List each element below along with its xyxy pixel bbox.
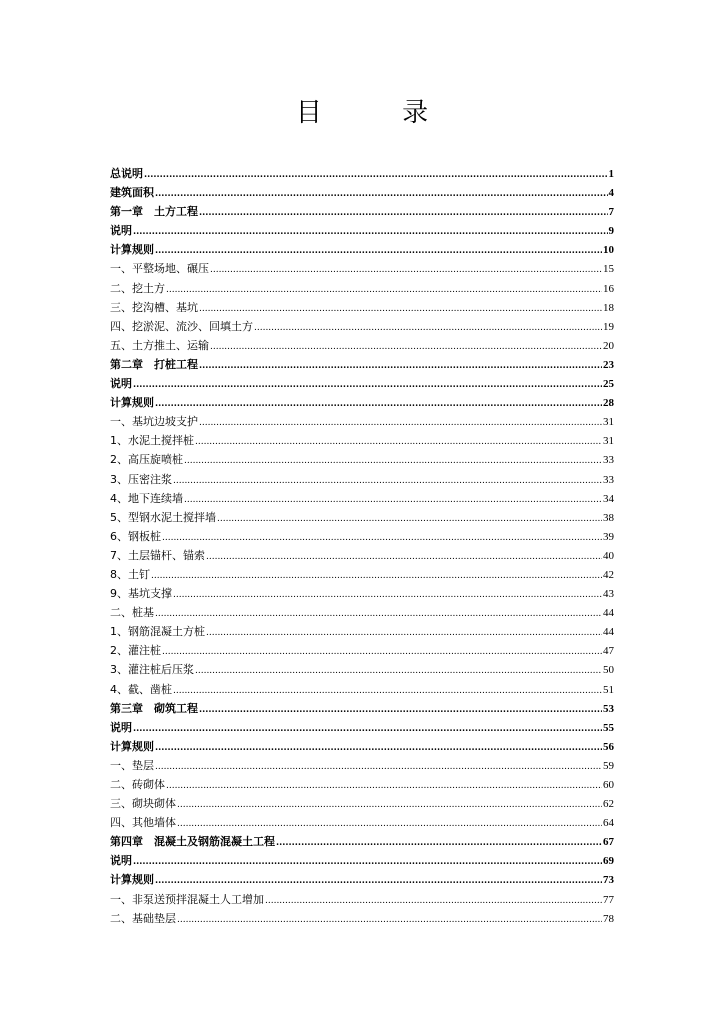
toc-entry-label: 一、垫层 <box>110 758 154 772</box>
toc-entry-page-number: 44 <box>603 607 614 620</box>
toc-entry-label: 1、水泥土搅拌桩 <box>110 434 194 448</box>
toc-entry[interactable] <box>110 317 614 336</box>
toc-entry-label: 说明 <box>110 377 132 391</box>
toc-leader-dots <box>133 376 602 393</box>
toc-entry-page-number: 73 <box>603 874 614 887</box>
toc-entry[interactable] <box>110 164 614 183</box>
toc-entry[interactable] <box>110 279 614 298</box>
toc-entry[interactable] <box>110 813 614 832</box>
toc-entry[interactable] <box>110 298 614 317</box>
toc-entry[interactable] <box>110 202 614 221</box>
toc-entry[interactable] <box>110 737 614 756</box>
toc-leader-dots <box>199 701 602 718</box>
toc-entry-label: 建筑面积 <box>110 186 154 200</box>
toc-entry[interactable] <box>110 565 614 584</box>
toc-leader-dots <box>254 319 602 336</box>
toc-entry-label: 第三章 砌筑工程 <box>110 701 198 715</box>
toc-leader-dots <box>166 281 602 298</box>
toc-leader-dots <box>184 491 602 508</box>
toc-entry-page-number: 55 <box>603 721 614 734</box>
toc-leader-dots <box>173 586 602 603</box>
toc-leader-dots <box>162 529 602 546</box>
toc-entry-page-number: 38 <box>603 511 614 524</box>
toc-entry-label: 说明 <box>110 854 132 868</box>
toc-leader-dots <box>173 472 602 489</box>
toc-entry-label: 计算规则 <box>110 243 154 257</box>
toc-leader-dots <box>155 872 602 889</box>
toc-entry-page-number: 42 <box>603 568 614 581</box>
toc-entry-page-number: 60 <box>603 779 614 791</box>
toc-leader-dots <box>210 338 602 355</box>
toc-entry-label: 3、压密注浆 <box>110 472 172 486</box>
toc-entry-label: 8、土钉 <box>110 567 150 581</box>
toc-entry-page-number: 19 <box>603 320 614 333</box>
toc-entry-label: 1、钢筋混凝土方桩 <box>110 625 205 639</box>
table-of-contents <box>110 164 614 928</box>
toc-leader-dots <box>155 395 602 412</box>
toc-entry[interactable] <box>110 412 614 431</box>
toc-leader-dots <box>276 834 602 851</box>
toc-entry-page-number: 10 <box>603 244 614 257</box>
toc-entry[interactable] <box>110 374 614 393</box>
toc-entry-page-number: 23 <box>603 358 614 371</box>
toc-entry[interactable] <box>110 584 614 603</box>
toc-entry-label: 4、截、凿桩 <box>110 682 172 696</box>
toc-entry-label: 2、灌注桩 <box>110 644 161 658</box>
toc-entry-label: 总说明 <box>110 167 143 180</box>
toc-entry-page-number: 64 <box>603 817 614 830</box>
toc-entry-page-number: 43 <box>603 588 614 601</box>
toc-leader-dots <box>133 223 608 240</box>
toc-leader-dots <box>199 357 602 374</box>
toc-leader-dots <box>177 815 602 832</box>
toc-entry[interactable] <box>110 221 614 240</box>
toc-entry[interactable] <box>110 470 614 489</box>
toc-leader-dots <box>206 548 602 565</box>
toc-leader-dots <box>144 166 608 183</box>
toc-entry-page-number: 33 <box>603 473 614 486</box>
toc-entry-page-number: 67 <box>603 836 614 849</box>
toc-entry[interactable] <box>110 259 614 278</box>
toc-entry-label: 二、桩基 <box>110 606 154 620</box>
toc-entry[interactable] <box>110 393 614 412</box>
toc-leader-dots <box>177 911 602 928</box>
toc-leader-dots <box>206 624 602 641</box>
toc-entry[interactable] <box>110 240 614 259</box>
toc-entry-page-number: 31 <box>603 416 614 429</box>
toc-entry-page-number: 50 <box>603 664 614 677</box>
toc-entry-label: 二、砖砌体 <box>110 778 165 791</box>
toc-leader-dots <box>155 605 602 622</box>
toc-entry-label: 5、型钢水泥土搅拌墙 <box>110 510 216 524</box>
toc-entry-page-number: 56 <box>603 740 614 753</box>
toc-entry-label: 7、土层锚杆、锚索 <box>110 548 205 562</box>
toc-entry-label: 第一章 土方工程 <box>110 205 198 219</box>
toc-entry[interactable] <box>110 718 614 737</box>
toc-entry[interactable] <box>110 527 614 546</box>
toc-entry[interactable] <box>110 909 614 928</box>
toc-entry-label: 一、基坑边坡支护 <box>110 415 198 429</box>
toc-entry-page-number: 69 <box>603 855 614 868</box>
toc-entry-page-number: 62 <box>603 798 614 811</box>
toc-entry-page-number: 1 <box>608 168 614 180</box>
toc-leader-dots <box>166 777 602 794</box>
toc-leader-dots <box>162 643 602 660</box>
toc-entry[interactable] <box>110 680 614 699</box>
toc-entry[interactable] <box>110 183 614 202</box>
toc-entry-page-number: 16 <box>603 282 614 295</box>
toc-entry-label: 3、灌注桩后压浆 <box>110 663 194 677</box>
toc-entry[interactable] <box>110 775 614 794</box>
toc-entry-page-number: 53 <box>603 702 614 715</box>
toc-entry[interactable] <box>110 603 614 622</box>
toc-entry-label: 三、挖沟槽、基坑 <box>110 300 198 314</box>
toc-leader-dots <box>133 720 602 737</box>
toc-entry[interactable] <box>110 890 614 909</box>
toc-leader-dots <box>155 185 608 202</box>
toc-entry-label: 第二章 打桩工程 <box>110 357 198 371</box>
toc-entry[interactable] <box>110 832 614 851</box>
toc-entry[interactable] <box>110 851 614 870</box>
toc-entry-label: 四、其他墙体 <box>110 816 176 830</box>
toc-leader-dots <box>177 796 602 813</box>
toc-entry-page-number: 9 <box>608 225 614 238</box>
toc-entry-label: 一、平整场地、碾压 <box>110 262 209 276</box>
toc-entry-label: 2、高压旋喷桩 <box>110 453 183 467</box>
toc-leader-dots <box>155 758 602 775</box>
toc-entry-label: 第四章 混凝土及钢筋混凝土工程 <box>110 835 275 849</box>
toc-entry[interactable] <box>110 641 614 660</box>
toc-leader-dots <box>184 452 602 469</box>
toc-entry[interactable] <box>110 336 614 355</box>
toc-entry-page-number: 51 <box>603 683 614 696</box>
toc-entry-label: 4、地下连续墙 <box>110 491 183 505</box>
toc-leader-dots <box>199 414 602 431</box>
toc-entry-page-number: 59 <box>603 759 614 772</box>
toc-entry-label: 一、非泵送预拌混凝土人工增加 <box>110 892 264 906</box>
toc-entry-page-number: 78 <box>603 912 614 925</box>
toc-entry[interactable] <box>110 546 614 565</box>
toc-entry[interactable] <box>110 489 614 508</box>
toc-entry-page-number: 77 <box>603 893 614 906</box>
toc-entry-page-number: 20 <box>603 339 614 352</box>
toc-leader-dots <box>133 853 602 870</box>
toc-entry-page-number: 47 <box>603 645 614 658</box>
toc-entry-label: 说明 <box>110 720 132 734</box>
toc-leader-dots <box>210 261 602 278</box>
toc-entry-page-number: 15 <box>603 263 614 276</box>
toc-leader-dots <box>155 739 602 756</box>
toc-leader-dots <box>195 433 602 450</box>
toc-entry-page-number: 44 <box>603 626 614 639</box>
toc-leader-dots <box>199 204 608 221</box>
toc-entry-page-number: 31 <box>603 435 614 448</box>
toc-entry-label: 计算规则 <box>110 396 154 410</box>
toc-entry-page-number: 4 <box>608 187 614 200</box>
toc-entry[interactable] <box>110 508 614 527</box>
toc-entry-label: 9、基坑支撑 <box>110 587 172 601</box>
toc-entry-label: 四、挖淤泥、流沙、回填土方 <box>110 319 253 333</box>
toc-entry-page-number: 39 <box>603 530 614 543</box>
toc-entry[interactable] <box>110 355 614 374</box>
toc-entry-page-number: 34 <box>603 492 614 505</box>
toc-leader-dots <box>265 892 602 909</box>
toc-entry[interactable] <box>110 699 614 718</box>
toc-leader-dots <box>199 300 602 317</box>
toc-entry-label: 6、钢板桩 <box>110 529 161 543</box>
toc-leader-dots <box>173 682 602 699</box>
toc-entry-label: 二、挖土方 <box>110 281 165 295</box>
toc-entry-page-number: 28 <box>603 397 614 410</box>
toc-entry-page-number: 18 <box>603 301 614 314</box>
toc-entry[interactable] <box>110 622 614 641</box>
toc-entry[interactable] <box>110 660 614 679</box>
toc-entry[interactable] <box>110 450 614 469</box>
toc-entry[interactable] <box>110 870 614 889</box>
toc-entry[interactable] <box>110 431 614 450</box>
toc-entry-label: 三、砌块砌体 <box>110 797 176 811</box>
toc-leader-dots <box>155 242 602 259</box>
toc-entry-label: 二、基础垫层 <box>110 911 176 925</box>
toc-entry-page-number: 40 <box>603 549 614 562</box>
toc-entry-label: 计算规则 <box>110 739 154 753</box>
toc-entry-label: 说明 <box>110 224 132 238</box>
toc-leader-dots <box>151 567 602 584</box>
toc-leader-dots <box>217 510 602 527</box>
toc-entry-page-number: 25 <box>603 378 614 391</box>
toc-leader-dots <box>195 662 602 679</box>
page-title: 目 录 <box>295 98 465 128</box>
toc-entry-label: 计算规则 <box>110 873 154 887</box>
toc-entry-label: 五、土方推土、运输 <box>110 338 209 352</box>
toc-entry-page-number: 7 <box>608 206 614 219</box>
toc-entry-page-number: 33 <box>603 454 614 467</box>
toc-entry[interactable] <box>110 756 614 775</box>
toc-entry[interactable] <box>110 794 614 813</box>
